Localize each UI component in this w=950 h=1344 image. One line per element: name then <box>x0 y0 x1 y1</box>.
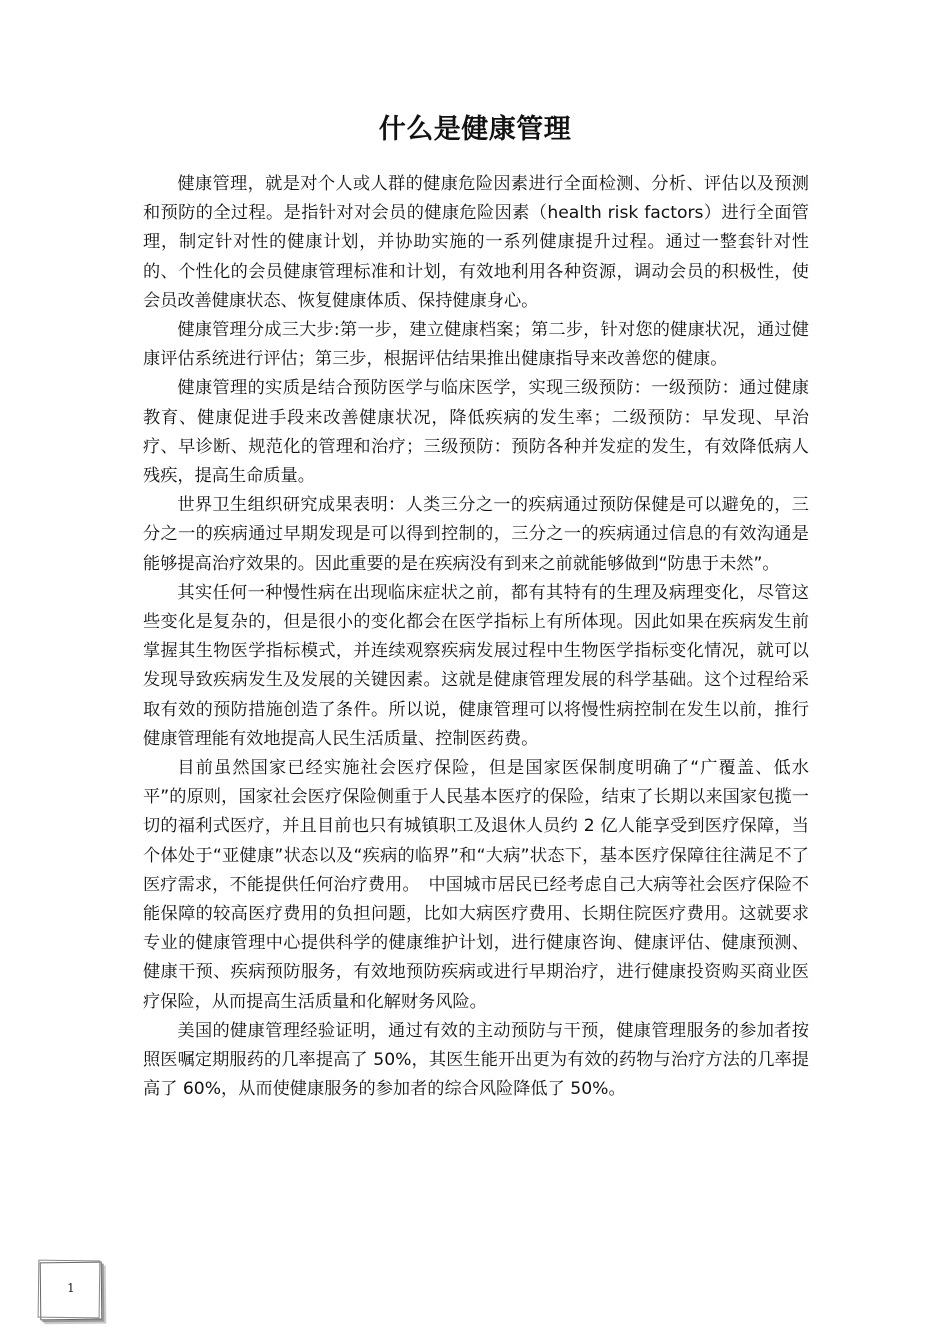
paragraph: 目前虽然国家已经实施社会医疗保险，但是国家医保制度明确了“广覆盖、低水平”的原则，国家社会医疗保险侧重于人民基本医疗的保险，结束了长期以来国家包揽一切的福利式医疗，并且目前也只有城镇职工及退休人员约 2 亿人能享受到医疗保障，当个体处于“亚健康”状态以及“疾病的临界”和“大病”状态下，基本医疗保障往往满足不了医疗需求，不能提供任何治疗费用。 中国城市居民已经考虑自己大病等社会医疗保险不能保障的较高医疗费用的负担问题，比如大病医疗费用、长期住院医疗费用。这就要求专业的健康管理中心提供科学的健康维护计划，进行健康咨询、健康评估、健康预测、健康干预、疾病预防服务，有效地预防疾病或进行早期治疗，进行健康投资购买商业医疗保险，从而提高生活质量和化解财务风险。 <box>143 758 809 1012</box>
paragraph: 其实任何一种慢性病在出现临床症状之前，都有其特有的生理及病理变化，尽管这些变化是复杂的，但是很小的变化都会在医学指标上有所体现。因此如果在疾病发生前掌握其生物医学指标模式，并连续观察疾病发展过程中生物医学指标变化情况，就可以发现导致疾病发生及发展的关键因素。这就是健康管理发展的科学基础。这个过程给采取有效的预防措施创造了条件。所以说，健康管理可以将慢性病控制在发生以前，推行健康管理能有效地提高人民生活质量、控制医药费。 <box>143 582 809 749</box>
paragraph: 健康管理，就是对个人或人群的健康危险因素进行全面检测、分析、评估以及预测和预防的全过程。是指针对对会员的健康危险因素（health risk factors）进行全面管理，制定针对性的健康计划，并协助实施的一系列健康提升过程。通过一整套针对性的、个性化的会员健康管理标准和计划，有效地利用各种资源，调动会员的积极性，使会员改善健康状态、恢复健康体质、保持健康身心。 <box>143 174 809 311</box>
page-title: 什么是健康管理 <box>378 114 572 146</box>
paragraph: 健康管理的实质是结合预防医学与临床医学，实现三级预防：一级预防：通过健康教育、健康促进手段来改善健康状况，降低疾病的发生率；二级预防：早发现、早治疗、早诊断、规范化的管理和治疗；三级预防：预防各种并发症的发生，有效降低病人残疾，提高生命质量。 <box>143 378 809 487</box>
article-body <box>143 170 809 1105</box>
page-number: 1 <box>67 1280 75 1296</box>
paragraph: 世界卫生组织研究成果表明：人类三分之一的疾病通过预防保健是可以避免的，三分之一的疾病通过早期发现是可以得到控制的，三分之一的疾病通过信息的有效沟通是能够提高治疗效果的。因此重要的是在疾病没有到来之前就能够做到“防患于未然”。 <box>143 495 809 574</box>
paragraph: 美国的健康管理经验证明，通过有效的主动预防与干预，健康管理服务的参加者按照医嘱定期服药的几率提高了 50%，其医生能开出更为有效的药物与治疗方法的几率提高了 60%，从而使健康服务的参加者的综合风险降低了 50%。 <box>143 1020 809 1100</box>
page-number-frame <box>40 1262 103 1321</box>
paragraph: 健康管理分成三大步:第一步，建立健康档案；第二步，针对您的健康状况，通过健康评估系统进行评估；第三步，根据评估结果推出健康指导来改善您的健康。 <box>143 320 809 370</box>
